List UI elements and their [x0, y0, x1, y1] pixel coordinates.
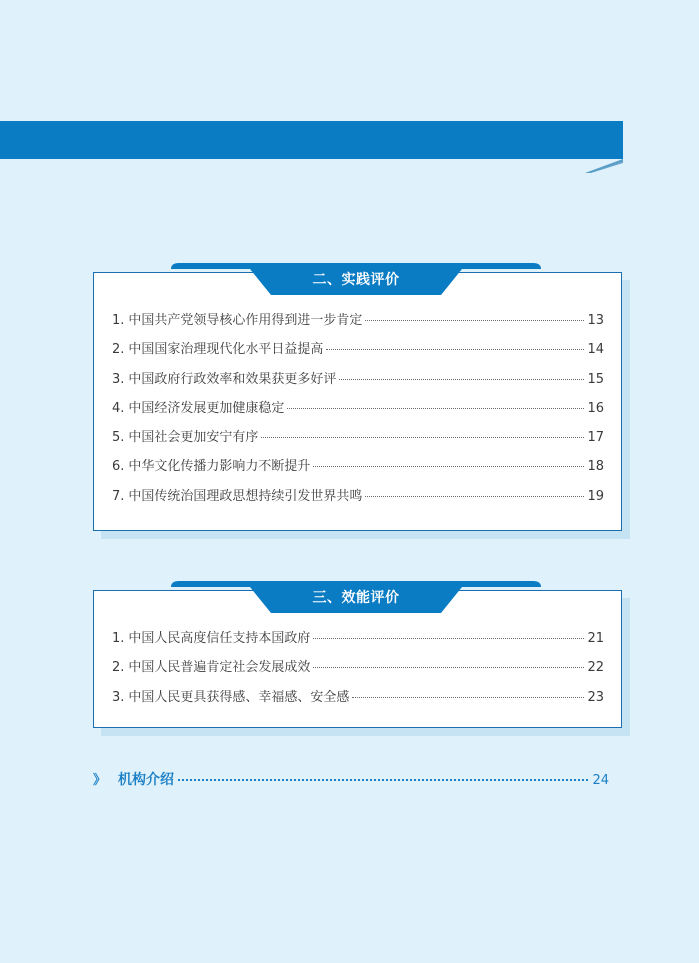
dot-leader: [313, 638, 584, 639]
item-number: 5.: [112, 430, 125, 446]
item-title: 中国社会更加安宁有序: [128, 430, 259, 446]
double-chevron-icon: 》: [93, 773, 107, 788]
dot-leader: [178, 779, 588, 781]
toc-item[interactable]: [112, 426, 604, 455]
toc-list: [112, 309, 604, 514]
section-heading-tab: [171, 581, 541, 613]
item-title: 中国经济发展更加健康稳定: [128, 400, 285, 416]
toc-item[interactable]: [112, 338, 604, 367]
item-number: 2.: [112, 342, 125, 358]
toc-item[interactable]: [112, 455, 604, 484]
item-page-number: 13: [587, 313, 604, 328]
item-number: 3.: [112, 689, 125, 705]
item-number: 7.: [112, 488, 125, 504]
item-page-number: 23: [587, 689, 604, 705]
dot-leader: [287, 408, 584, 409]
item-page-number: 21: [587, 631, 604, 646]
item-title: 中国政府行政效率和效果获更多好评: [128, 371, 337, 387]
dot-leader: [352, 697, 584, 698]
dot-leader: [365, 320, 584, 321]
item-page-number: 14: [587, 342, 604, 358]
section-box: [93, 272, 622, 531]
dot-leader: [261, 437, 584, 438]
section-heading-tab: [171, 263, 541, 295]
dot-leader: [313, 667, 584, 668]
item-title: 中华文化传播力影响力不断提升: [128, 459, 311, 475]
item-number: 1.: [112, 313, 125, 328]
item-title: 中国人民高度信任支持本国政府: [128, 631, 311, 646]
section-heading: 三、效能评价: [312, 590, 400, 606]
item-title: 中国传统治国理政思想持续引发世界共鸣: [128, 488, 363, 504]
item-page-number: 22: [587, 660, 604, 676]
item-page-number: 17: [587, 430, 604, 446]
band-fold-decoration: [585, 159, 623, 173]
toc-item[interactable]: [112, 397, 604, 426]
dot-leader: [365, 496, 584, 497]
item-number: 1.: [112, 631, 125, 646]
toc-item[interactable]: [112, 309, 604, 338]
item-page-number: 19: [587, 488, 604, 504]
dot-leader: [313, 466, 584, 467]
item-number: 4.: [112, 400, 125, 416]
toc-item[interactable]: [112, 686, 604, 715]
dot-leader: [339, 379, 584, 380]
item-page-number: 15: [587, 371, 604, 387]
item-number: 6.: [112, 459, 125, 475]
toc-item[interactable]: [112, 656, 604, 685]
toc-item[interactable]: [112, 627, 604, 656]
item-title: 中国共产党领导核心作用得到进一步肯定: [128, 313, 363, 328]
header-band: [0, 121, 623, 159]
toc-list: [112, 627, 604, 715]
toc-entry-institution-intro[interactable]: [93, 769, 609, 789]
item-title: 中国人民普遍肯定社会发展成效: [128, 660, 311, 676]
entry-page-number: 24: [592, 773, 609, 788]
item-page-number: 18: [587, 459, 604, 475]
item-page-number: 16: [587, 400, 604, 416]
item-title: 中国国家治理现代化水平日益提高: [128, 342, 324, 358]
item-number: 2.: [112, 660, 125, 676]
toc-item[interactable]: [112, 368, 604, 397]
section-heading: 二、实践评价: [312, 272, 400, 288]
dot-leader: [326, 349, 584, 350]
item-title: 中国人民更具获得感、幸福感、安全感: [128, 689, 350, 705]
item-number: 3.: [112, 371, 125, 387]
entry-title: 机构介绍: [118, 772, 175, 788]
toc-item[interactable]: [112, 485, 604, 514]
